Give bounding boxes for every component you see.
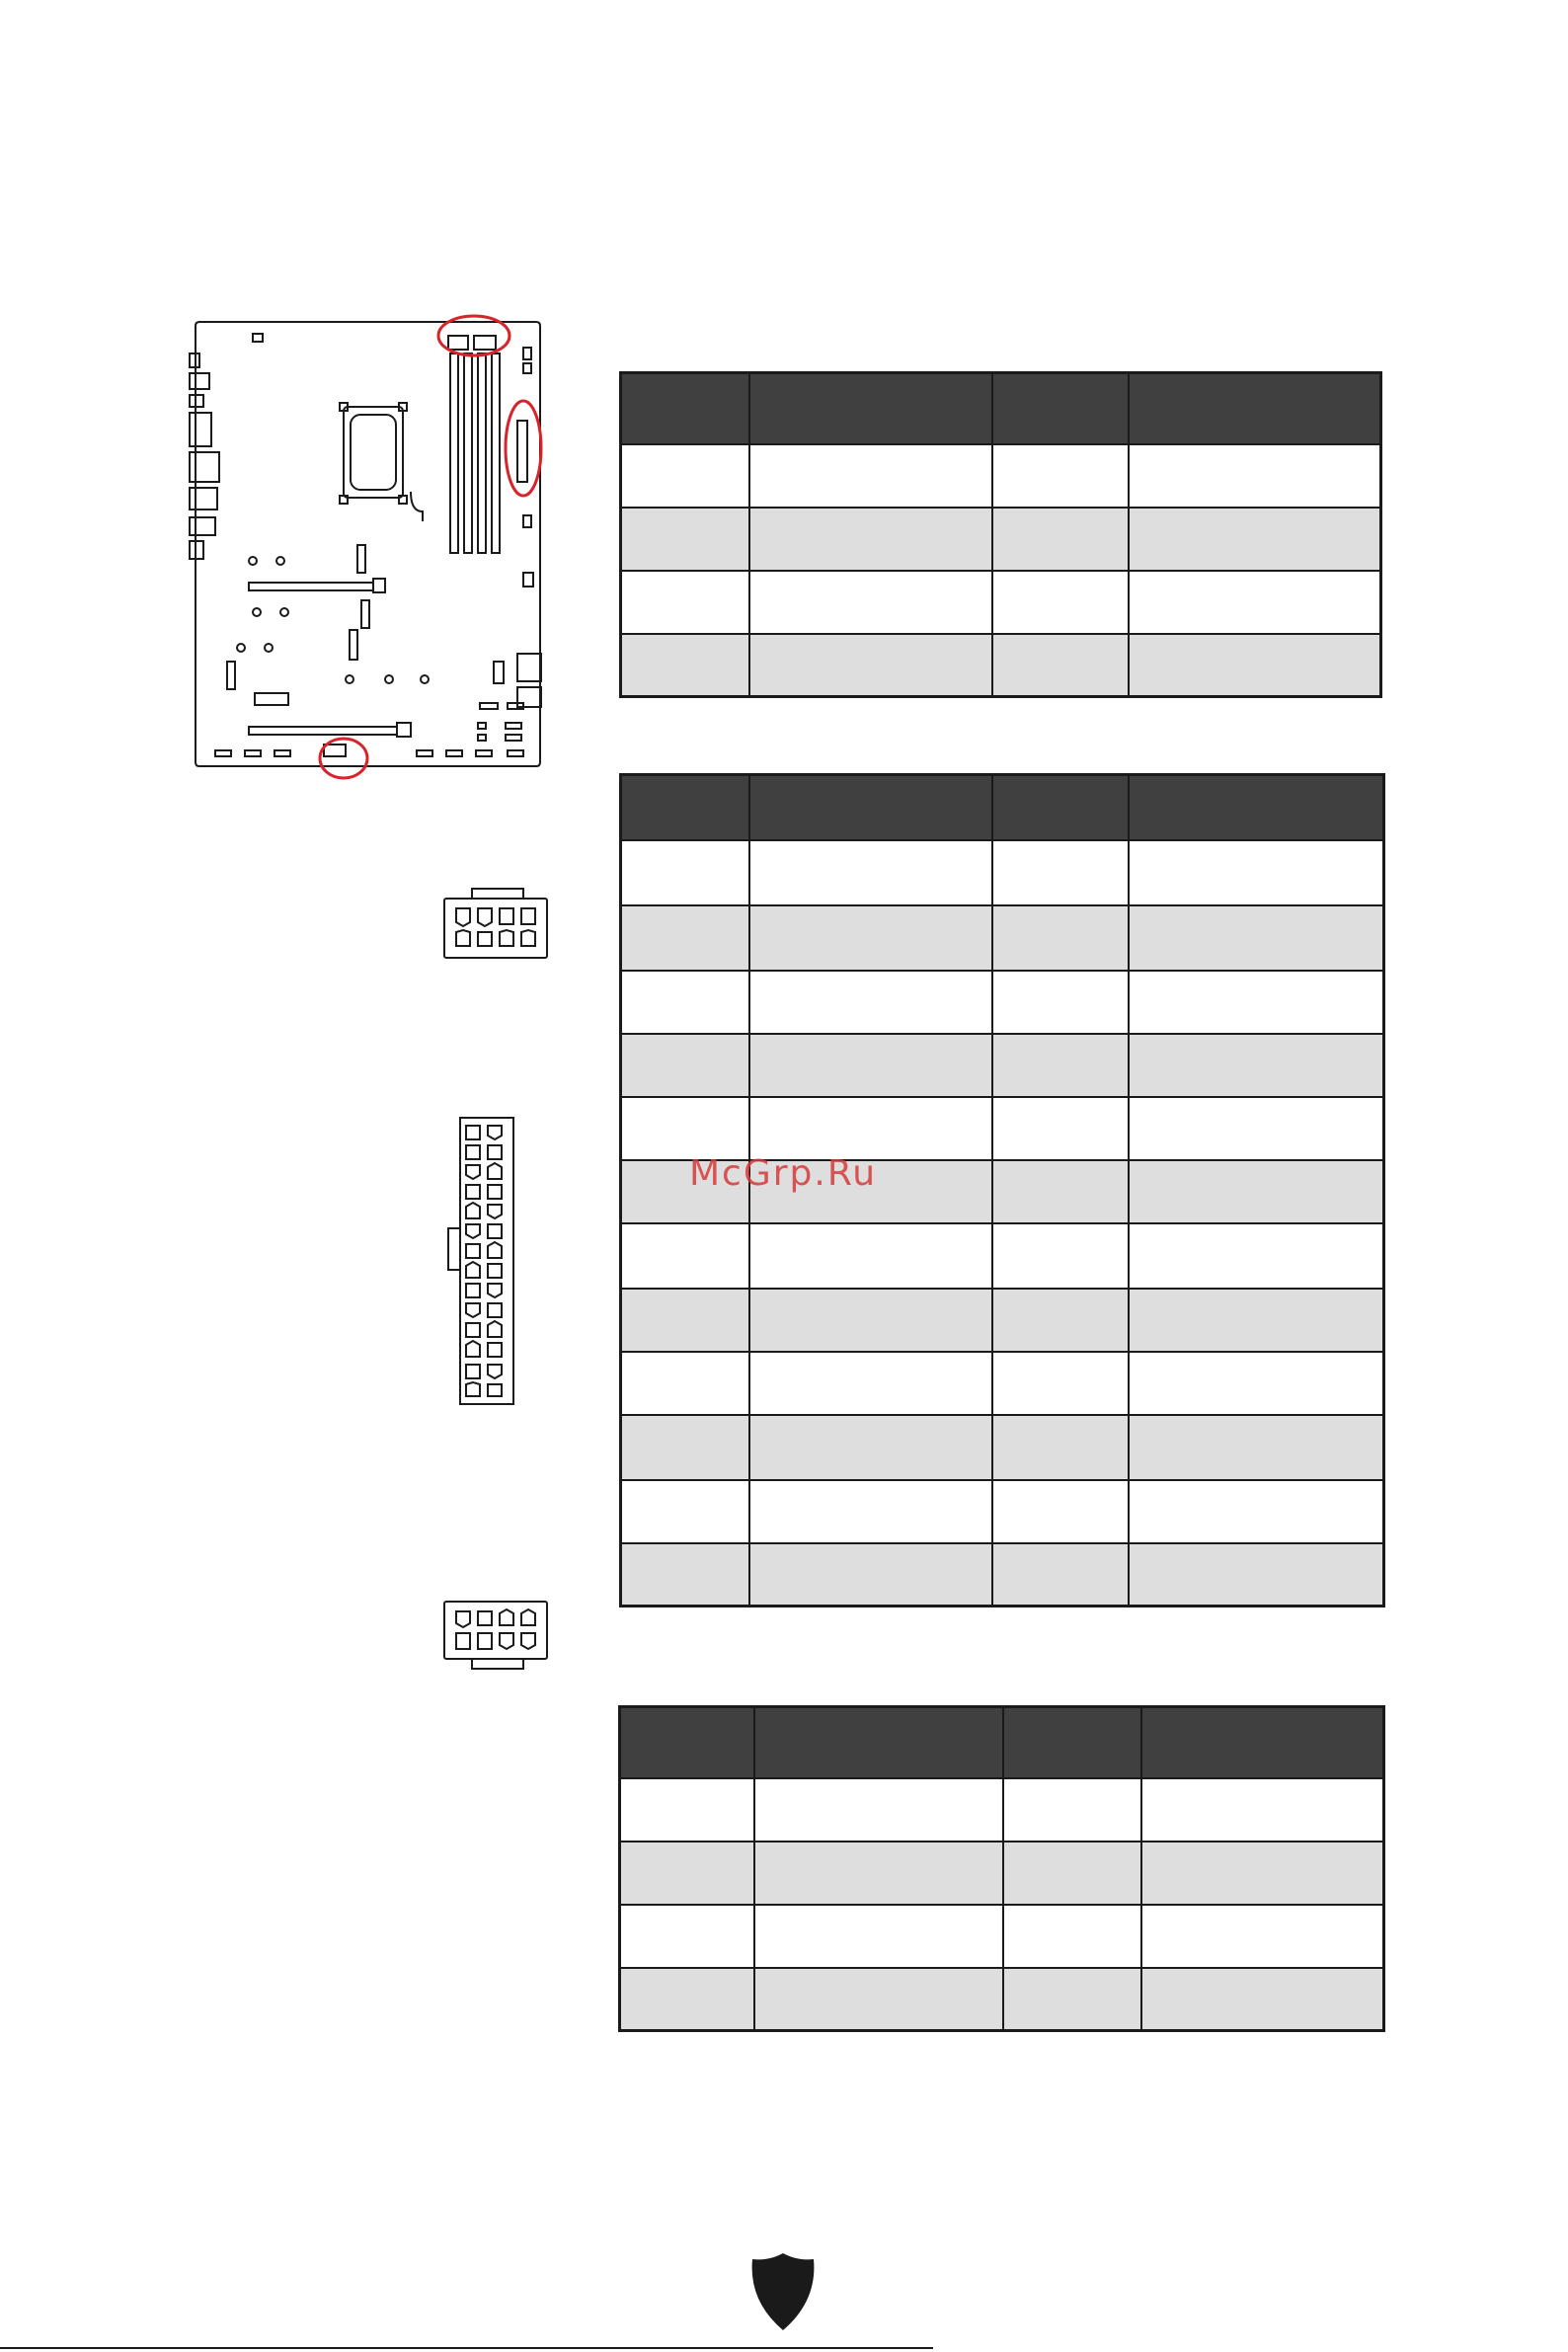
header-pin <box>992 775 1129 840</box>
table-header-row <box>621 775 1384 840</box>
header-pin <box>621 373 749 444</box>
header-pin <box>1003 1707 1141 1778</box>
table-row <box>621 1097 1384 1160</box>
24-pin-atx-power-connector-icon <box>444 1116 517 1406</box>
header-signal <box>1129 775 1384 840</box>
table-row <box>621 1352 1384 1415</box>
table-row <box>621 840 1384 905</box>
motherboard-diagram <box>186 314 553 784</box>
pcie-power-pin-table <box>618 1705 1385 2032</box>
header-pin <box>621 775 749 840</box>
header-signal <box>1141 1707 1384 1778</box>
table-row <box>621 1223 1384 1289</box>
header-signal <box>749 775 992 840</box>
table-row <box>621 1480 1384 1543</box>
table-row <box>621 1543 1384 1607</box>
cpu-power-pin-table <box>619 371 1382 698</box>
table-header-row <box>620 1707 1384 1778</box>
header-signal <box>1129 373 1381 444</box>
footer-divider <box>0 2347 933 2349</box>
table-row <box>621 1289 1384 1352</box>
header-signal <box>754 1707 1003 1778</box>
motherboard-layout-icon <box>190 322 541 766</box>
table-row <box>620 1905 1384 1968</box>
header-pin <box>620 1707 754 1778</box>
8-pin-cpu-power-connector-icon <box>442 885 549 960</box>
table-row <box>621 971 1384 1034</box>
table-row <box>621 508 1381 571</box>
header-pin <box>992 373 1129 444</box>
header-signal <box>749 373 992 444</box>
table-row <box>621 905 1384 971</box>
table-row <box>621 634 1381 697</box>
table-row <box>621 1415 1384 1480</box>
table-row <box>620 1968 1384 2031</box>
table-row <box>620 1842 1384 1905</box>
8-pin-pcie-power-connector-icon <box>442 1600 549 1675</box>
msi-shield-logo-icon <box>748 2251 818 2332</box>
table-row <box>621 1034 1384 1097</box>
table-row <box>621 444 1381 508</box>
table-header-row <box>621 373 1381 444</box>
table-row <box>621 571 1381 634</box>
watermark: McGrp.Ru <box>689 1153 878 1194</box>
table-row <box>620 1778 1384 1842</box>
